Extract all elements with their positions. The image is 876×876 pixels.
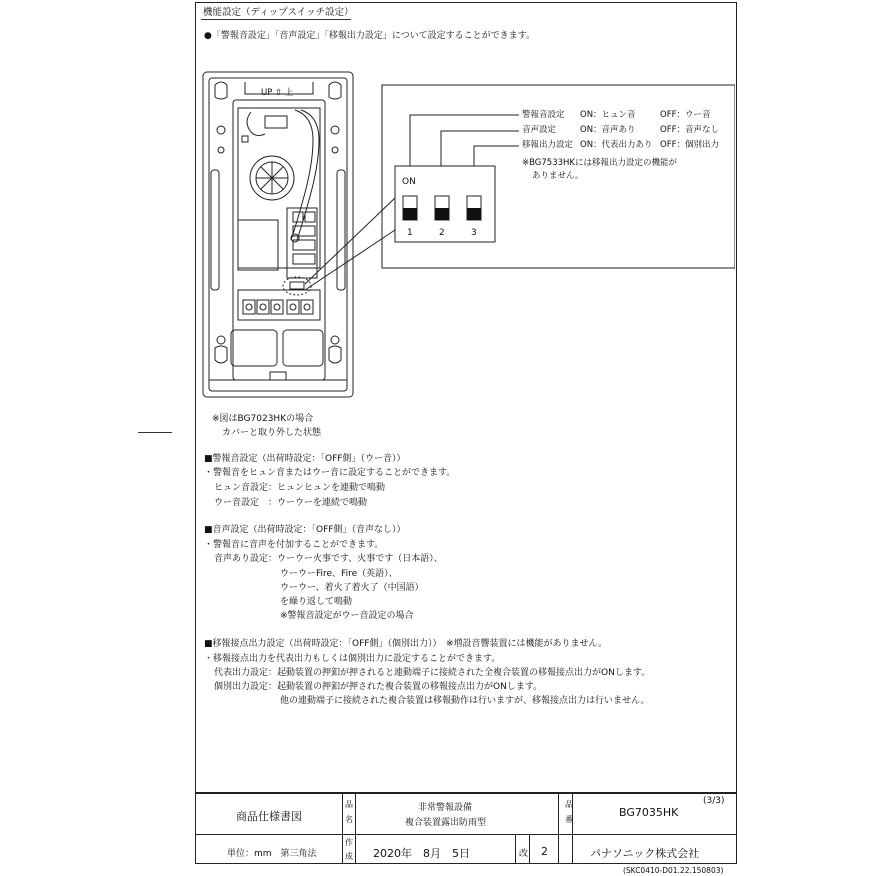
dip-note-1: ※BG7533HKには移報出力設定の機能が bbox=[522, 158, 677, 168]
title-underline bbox=[201, 19, 351, 20]
voice-line-5: を繰り返して鳴動 bbox=[280, 597, 353, 607]
voice-line-4: ウーウー、着火了着火了（中国語） bbox=[280, 583, 424, 593]
relay-line-3: 個別出力設定：起動装置の押釦が押された複合装置の移報接点出力がONします。 bbox=[214, 682, 543, 692]
made-label-1: 作 bbox=[345, 838, 353, 847]
dip-row-1-off: OFF：ウー音 bbox=[660, 110, 711, 120]
doc-type: 商品仕様書図 bbox=[236, 810, 302, 823]
revision-number: 2 bbox=[541, 845, 548, 858]
dip-row-3-off: OFF：個別出力 bbox=[660, 140, 719, 150]
model-number: BG7035HK bbox=[619, 806, 679, 819]
intro-text: ●「警報音設定」「音声設定」「移報出力設定」について設定することができます。 bbox=[204, 31, 535, 41]
device-drawing bbox=[195, 60, 735, 420]
footer-code: (SKC0410-D01.22.150803) bbox=[623, 866, 724, 875]
company-name: パナソニック株式会社 bbox=[590, 847, 700, 860]
dip-number-1: 1 bbox=[407, 228, 413, 238]
unit-text: 単位：mm 第三角法 bbox=[227, 849, 317, 859]
dip-row-3-name: 移報出力設定 bbox=[522, 140, 574, 150]
number-label-1: 品 bbox=[565, 800, 573, 809]
dip-row-2-name: 音声設定 bbox=[522, 125, 557, 135]
relay-line-1: ・移報接点出力を代表出力もしくは個別出力に設定することができます。 bbox=[204, 654, 501, 664]
dip-note-2: ありません。 bbox=[532, 171, 584, 181]
alarm-line-1: ・警報音をヒュン音またはウー音に設定することができます。 bbox=[204, 468, 456, 478]
up-label: UP ⇧ 上 bbox=[261, 88, 294, 98]
page-indicator: (3/3) bbox=[703, 796, 725, 806]
margin-mark bbox=[138, 432, 172, 433]
created-date: 2020年 8月 5日 bbox=[373, 847, 470, 860]
relay-line-4: 他の連動端子に接続された複合装置は移報動作は行いますが、移報接点出力は行いません。 bbox=[280, 696, 650, 706]
figure-note-1: ※図はBG7023HKの場合 bbox=[212, 414, 314, 424]
revision-label: 改 bbox=[519, 849, 529, 859]
made-label-2: 成 bbox=[345, 852, 353, 861]
name-label-2: 名 bbox=[345, 815, 353, 824]
number-label-2: 番 bbox=[565, 815, 573, 824]
relay-line-2: 代表出力設定：起動装置の押釦が押されると連動端子に接続された全複合装置の移報接点出力がONします。 bbox=[214, 668, 651, 678]
alarm-line-2: ヒュン音設定：ヒュンヒュンを連動で鳴動 bbox=[214, 483, 386, 493]
dip-row-3-on: ON：代表出力あり bbox=[580, 140, 653, 150]
product-name-2: 複合装置露出防雨型 bbox=[405, 818, 487, 828]
voice-line-3: ウーウーFire、Fire（英語）、 bbox=[280, 569, 398, 579]
name-label-1: 品 bbox=[345, 800, 353, 809]
dip-switches bbox=[403, 196, 481, 220]
dip-number-2: 2 bbox=[439, 228, 445, 238]
alarm-line-3: ウー音設定 ：ウーウーを連続で鳴動 bbox=[214, 498, 368, 508]
voice-heading: ■音声設定（出荷時設定：「OFF側」（音声なし）） bbox=[204, 525, 406, 535]
voice-line-1: ・警報音に音声を付加することができます。 bbox=[204, 540, 384, 550]
voice-line-2: 音声あり設定：ウーウー火事です、火事です（日本語）、 bbox=[214, 554, 443, 564]
dip-row-2-off: OFF：音声なし bbox=[660, 125, 719, 135]
section-title: 機能設定（ディップスイッチ設定） bbox=[203, 7, 354, 18]
product-name-1: 非常警報設備 bbox=[418, 803, 473, 813]
dip-row-2-on: ON：音声あり bbox=[580, 125, 636, 135]
alarm-heading: ■警報音設定（出荷時設定：「OFF側」（ウー音）） bbox=[204, 454, 406, 464]
dip-number-3: 3 bbox=[471, 228, 477, 238]
voice-line-6: ※警報音設定がウー音設定の場合 bbox=[280, 611, 414, 621]
relay-heading: ■移報接点出力設定（出荷時設定：「OFF側」（個別出力）） ※増設音響装置には機能がありません。 bbox=[204, 639, 608, 649]
figure-note-2: カバーと取り外した状態 bbox=[222, 428, 322, 438]
dip-row-1-on: ON：ヒュン音 bbox=[580, 110, 636, 120]
dip-row-1-name: 警報音設定 bbox=[522, 110, 565, 120]
dip-on-label: ON bbox=[402, 177, 416, 187]
